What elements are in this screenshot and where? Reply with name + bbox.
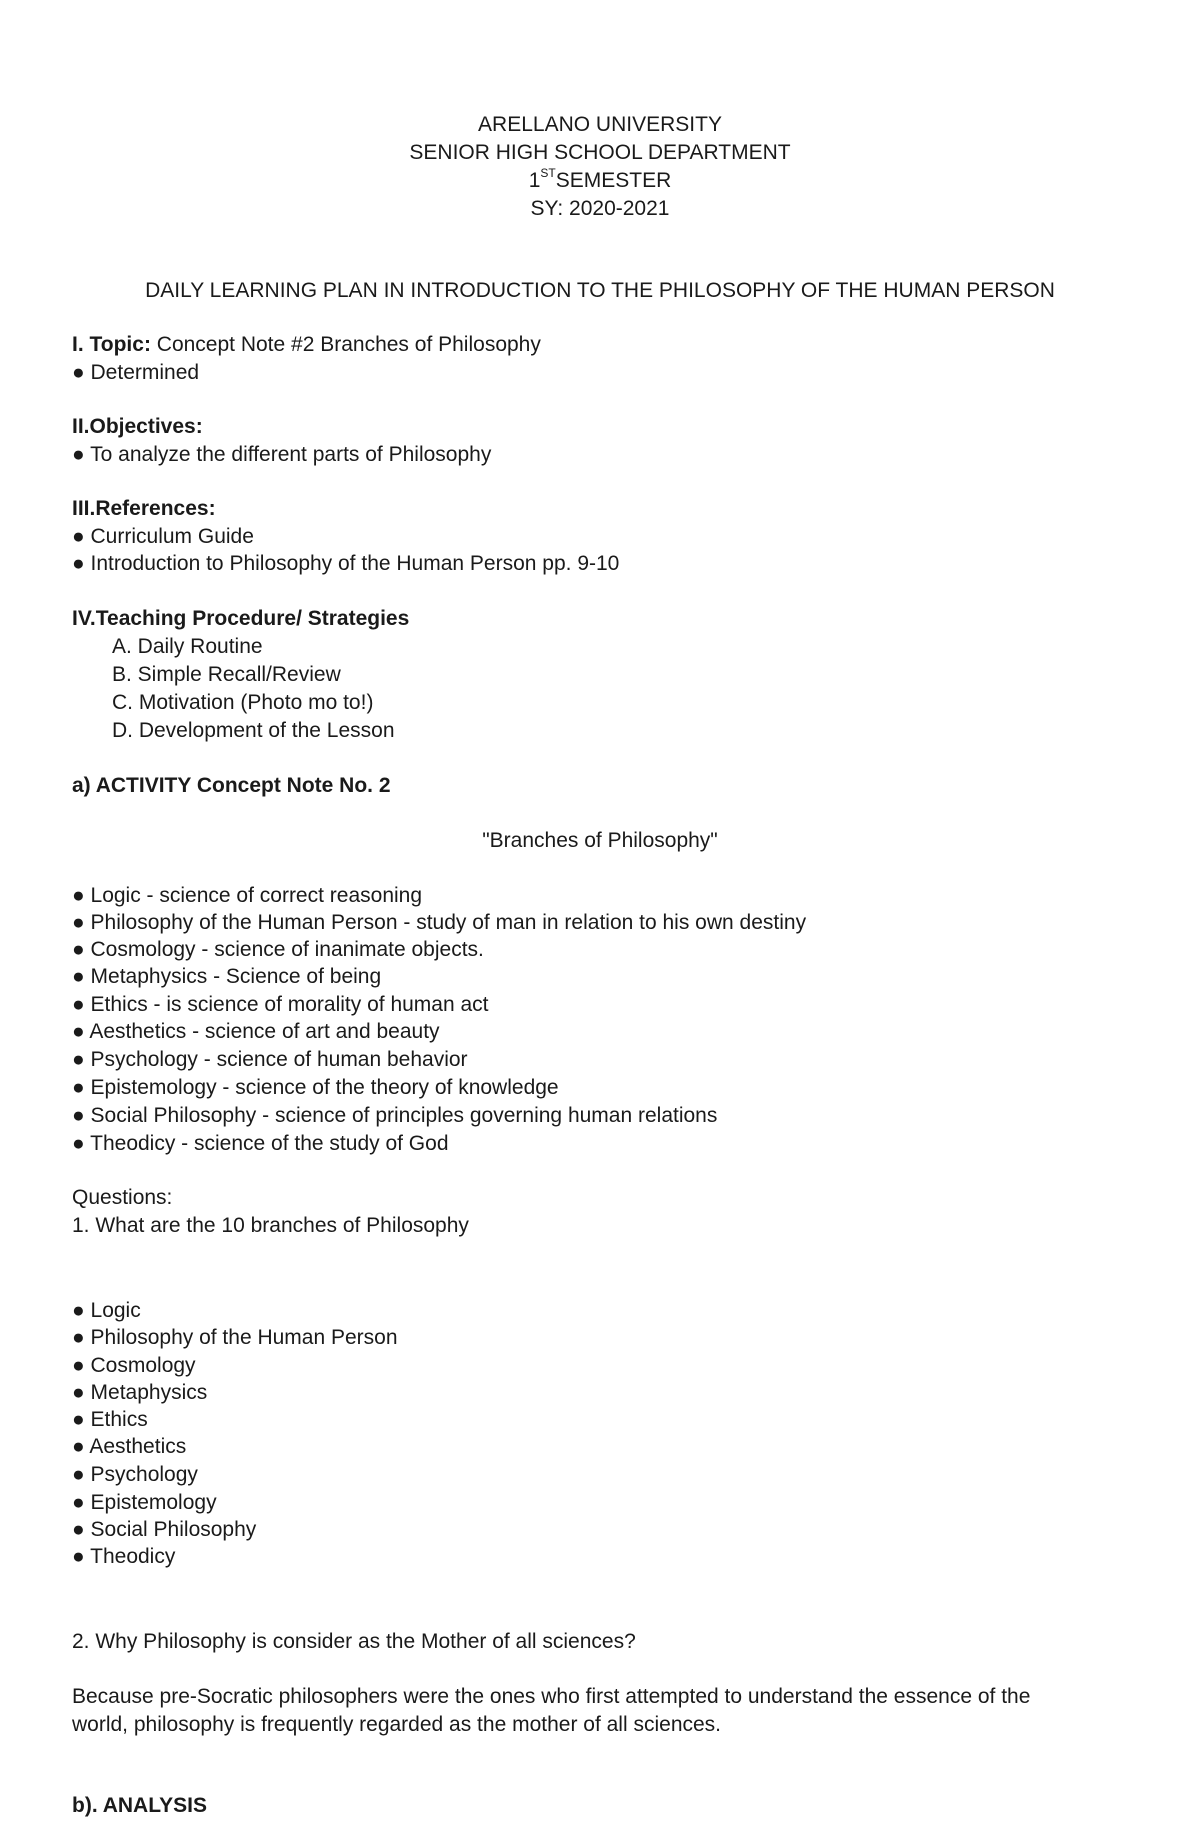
branch-item: ● Psychology - science of human behavior <box>72 1048 468 1071</box>
answer-item: ● Social Philosophy <box>72 1518 257 1541</box>
topic-line <box>72 331 541 359</box>
procedure-heading: IV.Teaching Procedure/ Strategies <box>72 607 410 630</box>
branch-item: ● Theodicy - science of the study of God <box>72 1132 449 1155</box>
plan-title: DAILY LEARNING PLAN IN INTRODUCTION TO THE PHILOSOPHY OF THE HUMAN PERSON <box>145 279 1055 302</box>
questions-label: Questions: <box>72 1186 173 1209</box>
branch-item: ● Social Philosophy - science of principles governing human relations <box>72 1104 718 1127</box>
answer-item: ● Epistemology <box>72 1491 217 1514</box>
branch-item: ● Aesthetics - science of art and beauty <box>72 1020 440 1043</box>
analysis-heading: b). ANALYSIS <box>72 1794 207 1817</box>
objectives-heading: II.Objectives: <box>72 415 203 438</box>
branch-item: ● Metaphysics - Science of being <box>72 965 382 988</box>
activity-title: "Branches of Philosophy" <box>482 829 718 852</box>
procedure-item: B. Simple Recall/Review <box>112 663 341 686</box>
semester-number: 1 <box>528 169 541 192</box>
branch-item: ● Logic - science of correct reasoning <box>72 884 423 907</box>
answer-item: ● Ethics <box>72 1408 148 1431</box>
semester-superscript: ST <box>540 166 556 180</box>
answer-item: ● Philosophy of the Human Person <box>72 1326 398 1349</box>
university-name: ARELLANO UNIVERSITY <box>478 113 722 136</box>
reference-item: ● Curriculum Guide <box>72 525 254 548</box>
department-name: SENIOR HIGH SCHOOL DEPARTMENT <box>409 141 791 164</box>
semester-word: SEMESTER <box>555 169 672 192</box>
procedure-item: C. Motivation (Photo mo to!) <box>112 691 374 714</box>
procedure-item: D. Development of the Lesson <box>112 719 395 742</box>
answer-item: ● Cosmology <box>72 1354 196 1377</box>
semester-line <box>0 167 1200 195</box>
answer-item: ● Psychology <box>72 1463 198 1486</box>
question-1: 1. What are the 10 branches of Philosophy <box>72 1214 469 1237</box>
answer-item: ● Logic <box>72 1299 141 1322</box>
references-heading: III.References: <box>72 497 216 520</box>
topic-value: Concept Note #2 Branches of Philosophy <box>156 333 541 356</box>
answer-2-paragraph: Because pre-Socratic philosophers were the ones who first attempted to understand the essence of the world, philosophy is frequently regarded as the mother of all sciences. <box>72 1685 1031 1736</box>
branch-item: ● Ethics - is science of morality of human act <box>72 993 489 1016</box>
answer-item: ● Metaphysics <box>72 1381 208 1404</box>
topic-label: I. Topic: <box>72 333 151 356</box>
question-2: 2. Why Philosophy is consider as the Mother of all sciences? <box>72 1630 636 1653</box>
activity-heading: a) ACTIVITY Concept Note No. 2 <box>72 774 391 797</box>
objective-item: ● To analyze the different parts of Philosophy <box>72 443 492 466</box>
answer-item: ● Aesthetics <box>72 1435 187 1458</box>
branch-item: ● Epistemology - science of the theory of knowledge <box>72 1076 559 1099</box>
branch-item: ● Cosmology - science of inanimate objects. <box>72 938 484 961</box>
answer-item: ● Theodicy <box>72 1545 176 1568</box>
topic-bullet: ● Determined <box>72 361 200 384</box>
school-year: SY: 2020-2021 <box>530 197 670 220</box>
procedure-item: A. Daily Routine <box>112 635 263 658</box>
branch-item: ● Philosophy of the Human Person - study of man in relation to his own destiny <box>72 911 807 934</box>
reference-item: ● Introduction to Philosophy of the Human Person pp. 9-10 <box>72 552 620 575</box>
